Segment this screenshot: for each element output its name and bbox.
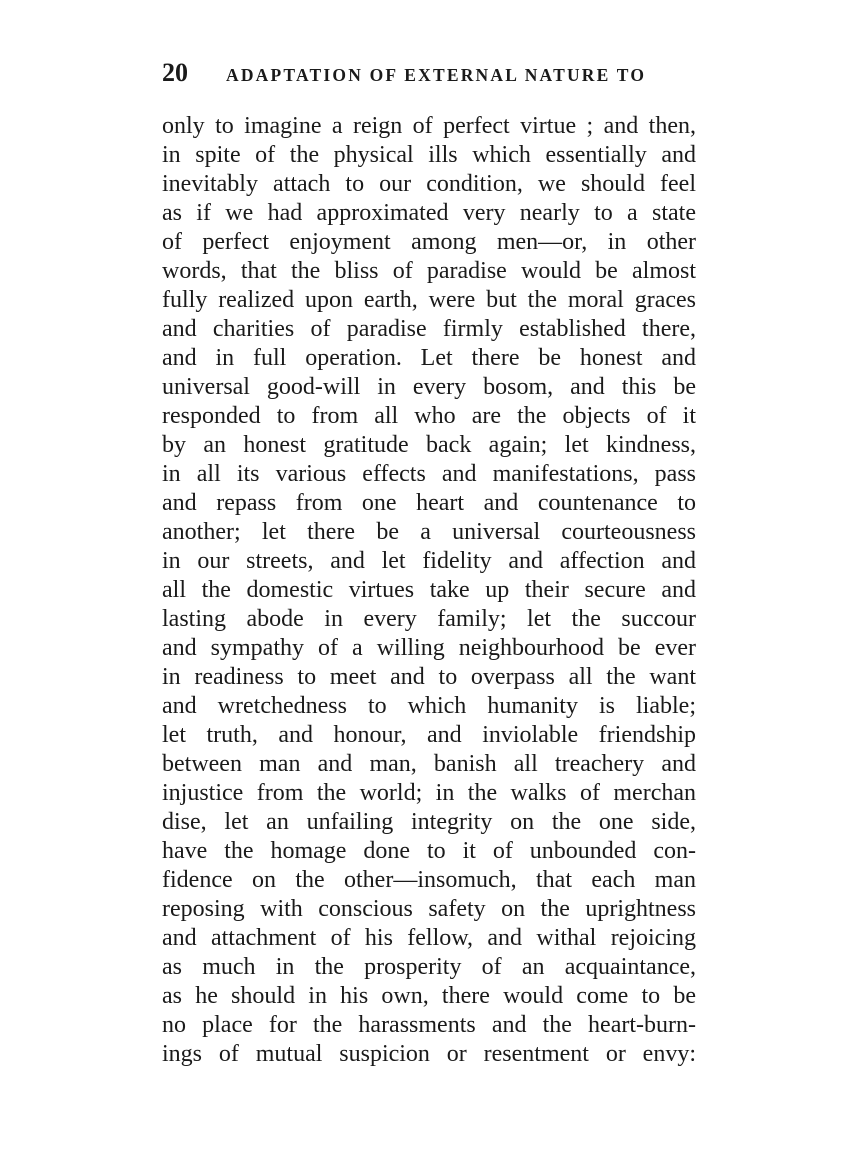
text-line: as much in the prosperity of an acquaintance, [162,954,696,980]
text-line: of perfect enjoyment among men—or, in other [162,229,696,255]
text-line: words, that the bliss of paradise would be almost [162,258,696,284]
page-number: 20 [162,58,188,87]
text-line: and sympathy of a willing neighbourhood be ever [162,635,696,661]
text-line: in all its various effects and manifestations, pass [162,461,696,487]
body-text [162,112,696,1069]
running-head [162,58,702,98]
text-line: all the domestic virtues take up their secure and [162,577,696,603]
text-line: another; let there be a universal courteousness [162,519,696,545]
text-line: and wretchedness to which humanity is liable; [162,693,696,719]
text-line: and in full operation. Let there be honest and [162,345,696,371]
text-line: only to imagine a reign of perfect virtue ; and then, [162,113,696,139]
text-line: in spite of the physical ills which essentially and [162,142,696,168]
text-line: in readiness to meet and to overpass all the want [162,664,696,690]
text-line: inevitably attach to our condition, we should feel [162,171,696,197]
text-line: no place for the harassments and the heart-burn- [162,1012,696,1038]
text-line: fully realized upon earth, were but the moral graces [162,287,696,313]
text-line: reposing with conscious safety on the uprightness [162,896,696,922]
text-line: between man and man, banish all treachery and [162,751,696,777]
text-line: and repass from one heart and countenance to [162,490,696,516]
text-line: as if we had approximated very nearly to a state [162,200,696,226]
text-line: injustice from the world; in the walks of merchan [162,780,696,806]
text-line: as he should in his own, there would come to be [162,983,696,1009]
text-line: ings of mutual suspicion or resentment or envy: [162,1041,696,1067]
text-line: and attachment of his fellow, and withal rejoicing [162,925,696,951]
text-line: in our streets, and let fidelity and affection and [162,548,696,574]
text-line: responded to from all who are the objects of it [162,403,696,429]
text-line: and charities of paradise firmly established there, [162,316,696,342]
text-line: by an honest gratitude back again; let kindness, [162,432,696,458]
text-line: universal good-will in every bosom, and this be [162,374,696,400]
text-line: dise, let an unfailing integrity on the one side, [162,809,696,835]
text-line: let truth, and honour, and inviolable friendship [162,722,696,748]
text-line: have the homage done to it of unbounded con- [162,838,696,864]
text-line: lasting abode in every family; let the succour [162,606,696,632]
running-title: ADAPTATION OF EXTERNAL NATURE TO [226,65,647,85]
text-line: fidence on the other—insomuch, that each man [162,867,696,893]
